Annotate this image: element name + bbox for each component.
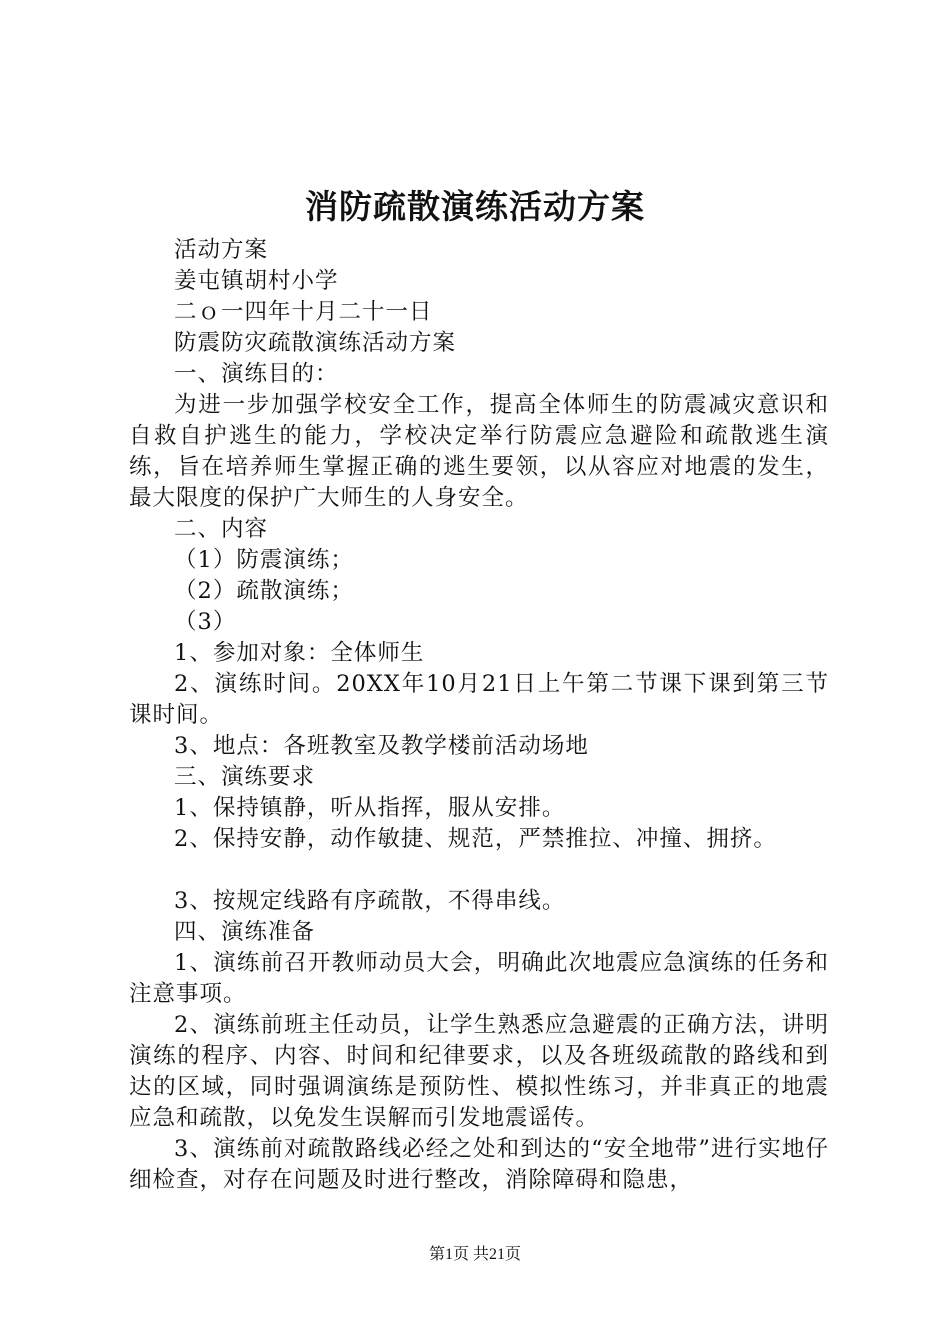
list-item: 2、保持安静，动作敏捷、规范，严禁推拉、冲撞、拥挤。: [174, 826, 777, 852]
page-footer: [0, 1245, 950, 1265]
list-item: 2、演练前班主任动员，让学生熟悉应急避震的正确方法，讲明演练的程序、内容、时间和纪律要求，以及各班级疏散的路线和到达的区域，同时强调演练是预防性、模拟性练习，并非真正的地震应急和疏散，以免发生误解而引发地震谣传。: [129, 1012, 829, 1131]
section-heading: 三、演练要求: [174, 764, 316, 790]
paragraph: 二ｏ一四年十月二十一日: [174, 299, 433, 325]
paragraph: 姜屯镇胡村小学: [174, 268, 339, 294]
list-item: 1、保持镇静，听从指挥，服从安排。: [174, 795, 566, 821]
list-item: 3、演练前对疏散路线必经之处和到达的“安全地带”进行实地仔细检查，对存在问题及时进行整改，消除障碍和隐患，: [129, 1136, 829, 1193]
paragraph: 活动方案: [174, 237, 269, 263]
list-item: （3）: [174, 609, 237, 635]
document-body: [129, 235, 829, 1196]
paragraph: 防震防灾疏散演练活动方案: [174, 330, 457, 356]
list-item: 3、地点：各班教室及教学楼前活动场地: [174, 733, 589, 759]
list-item: （2）疏散演练；: [174, 578, 354, 604]
list-item: （1）防震演练；: [174, 547, 354, 573]
list-item: 1、演练前召开教师动员大会，明确此次地震应急演练的任务和注意事项。: [129, 950, 829, 1007]
section-heading: 二、内容: [174, 516, 269, 542]
section-heading: 一、演练目的：: [174, 361, 339, 387]
section-heading: 四、演练准备: [174, 919, 316, 945]
document-title: 消防疏散演练活动方案: [305, 187, 645, 226]
paragraph: 为进一步加强学校安全工作，提高全体师生的防震减灾意识和自救自护逃生的能力，学校决定举行防震应急避险和疏散逃生演练，旨在培养师生掌握正确的逃生要领，以从容应对地震的发生，最大限度的保护广大师生的人身安全。: [129, 392, 829, 511]
list-item: 1、参加对象：全体师生: [174, 640, 425, 666]
list-item: 2、演练时间。20XX年10月21日上午第二节课下课到第三节课时间。: [129, 671, 829, 728]
list-item: 3、按规定线路有序疏散，不得串线。: [174, 888, 566, 914]
page-number: 第1页 共21页: [428, 1246, 521, 1263]
